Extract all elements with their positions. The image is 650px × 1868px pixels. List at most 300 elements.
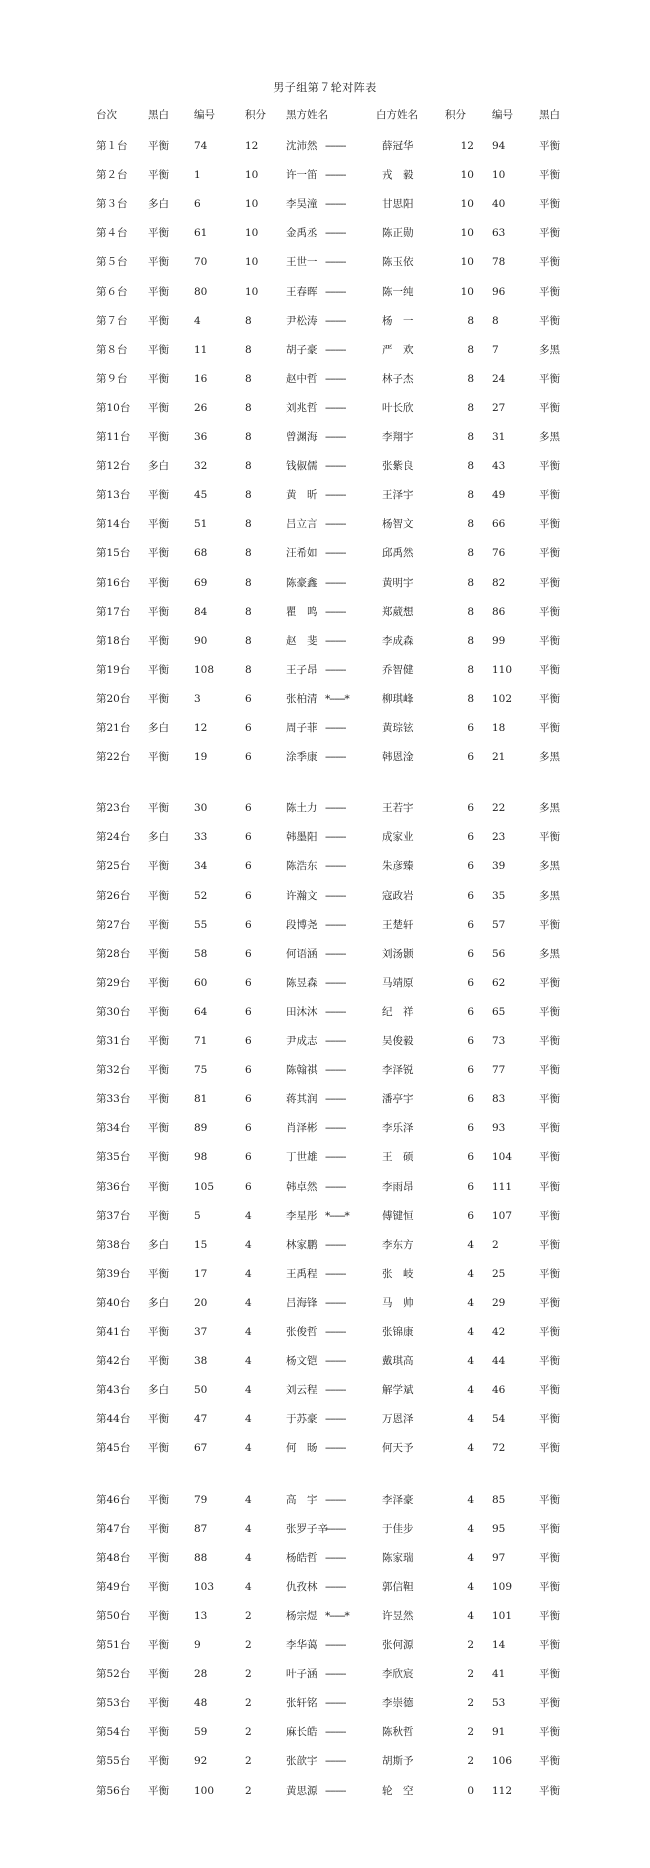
black-score: 6 — [245, 860, 252, 872]
black-score: 10 — [245, 227, 259, 239]
white-id: 42 — [492, 1326, 506, 1338]
black-balance: 平衡 — [148, 919, 169, 931]
black-score: 4 — [245, 1210, 252, 1222]
black-balance: 平衡 — [148, 431, 169, 443]
black-name: 张罗子辛 — [286, 1523, 328, 1535]
white-balance: 平衡 — [539, 1442, 560, 1454]
pairing-separator: -------- — [325, 315, 346, 327]
white-balance: 平衡 — [539, 1210, 560, 1222]
white-id: 66 — [492, 518, 506, 530]
black-id: 71 — [194, 1035, 208, 1047]
black-id: 4 — [194, 315, 201, 327]
pairing-separator: -------- — [325, 1668, 346, 1680]
black-balance: 多白 — [148, 1384, 169, 1396]
table-number: 第16台 — [96, 577, 131, 589]
table-number: 第10台 — [96, 402, 131, 414]
white-balance: 多黑 — [539, 344, 560, 356]
table-number: 第42台 — [96, 1355, 131, 1367]
black-balance: 平衡 — [148, 1442, 169, 1454]
header-white-id: 编号 — [492, 109, 513, 121]
black-id: 79 — [194, 1494, 208, 1506]
pairing-separator: *------* — [325, 693, 349, 705]
black-name: 涂季康 — [286, 751, 318, 763]
black-score: 8 — [245, 547, 252, 559]
table-number: 第53台 — [96, 1697, 131, 1709]
black-score: 2 — [245, 1610, 252, 1622]
white-name: 柳琪峰 — [382, 693, 414, 705]
white-balance: 平衡 — [539, 286, 560, 298]
black-balance: 平衡 — [148, 1755, 169, 1767]
white-score: 6 — [467, 860, 474, 872]
black-balance: 平衡 — [148, 286, 169, 298]
white-balance: 平衡 — [539, 1326, 560, 1338]
pairing-separator: -------- — [325, 1552, 346, 1564]
white-balance: 平衡 — [539, 489, 560, 501]
table-number: 第８台 — [96, 344, 128, 356]
pairing-separator: -------- — [325, 751, 346, 763]
table-number: 第51台 — [96, 1639, 131, 1651]
table-row — [0, 1551, 650, 1565]
white-score: 6 — [467, 1181, 474, 1193]
white-id: 82 — [492, 577, 506, 589]
white-id: 41 — [492, 1668, 506, 1680]
white-name: 李泽豪 — [382, 1494, 414, 1506]
black-id: 87 — [194, 1523, 208, 1535]
white-score: 12 — [460, 140, 474, 152]
white-name: 李东方 — [382, 1239, 414, 1251]
pairing-separator: -------- — [325, 1413, 346, 1425]
black-balance: 平衡 — [148, 256, 169, 268]
white-id: 97 — [492, 1552, 506, 1564]
table-number: 第49台 — [96, 1581, 131, 1593]
white-balance: 平衡 — [539, 1122, 560, 1134]
black-name: 王春晖 — [286, 286, 318, 298]
pairing-separator: -------- — [325, 489, 346, 501]
white-id: 95 — [492, 1523, 506, 1535]
black-score: 8 — [245, 635, 252, 647]
white-id: 40 — [492, 198, 506, 210]
black-score: 6 — [245, 1064, 252, 1076]
white-balance: 平衡 — [539, 1494, 560, 1506]
pairing-separator: -------- — [325, 198, 346, 210]
black-id: 68 — [194, 547, 208, 559]
table-number: 第14台 — [96, 518, 131, 530]
white-id: 31 — [492, 431, 506, 443]
pairing-separator: -------- — [325, 1297, 346, 1309]
black-name: 韩墨阳 — [286, 831, 318, 843]
white-name: 傅键恒 — [382, 1210, 414, 1222]
white-name: 刘汤颢 — [382, 948, 414, 960]
black-id: 58 — [194, 948, 208, 960]
white-score: 6 — [467, 948, 474, 960]
table-number: 第５台 — [96, 256, 128, 268]
black-id: 33 — [194, 831, 208, 843]
white-name: 韩恩淦 — [382, 751, 414, 763]
header-color-balance: 黑白 — [148, 109, 169, 121]
black-balance: 平衡 — [148, 1494, 169, 1506]
black-balance: 平衡 — [148, 948, 169, 960]
table-row — [0, 1754, 650, 1768]
black-balance: 平衡 — [148, 1355, 169, 1367]
white-name: 潘亭宇 — [382, 1093, 414, 1105]
black-score: 8 — [245, 460, 252, 472]
black-balance: 平衡 — [148, 1697, 169, 1709]
black-name: 陈翰祺 — [286, 1064, 318, 1076]
white-id: 73 — [492, 1035, 506, 1047]
black-score: 2 — [245, 1785, 252, 1797]
pairing-separator: -------- — [325, 1785, 346, 1797]
white-score: 4 — [467, 1442, 474, 1454]
white-id: 54 — [492, 1413, 506, 1425]
black-id: 15 — [194, 1239, 208, 1251]
white-score: 8 — [467, 693, 474, 705]
pairing-separator: -------- — [325, 1006, 346, 1018]
black-name: 王子昂 — [286, 664, 318, 676]
black-name: 吕海锋 — [286, 1297, 318, 1309]
table-number: 第48台 — [96, 1552, 131, 1564]
black-balance: 平衡 — [148, 1610, 169, 1622]
black-id: 51 — [194, 518, 208, 530]
black-balance: 多白 — [148, 1297, 169, 1309]
black-name: 叶子涵 — [286, 1668, 318, 1680]
white-score: 8 — [467, 344, 474, 356]
white-balance: 平衡 — [539, 1726, 560, 1738]
black-id: 19 — [194, 751, 208, 763]
black-id: 55 — [194, 919, 208, 931]
table-row — [0, 889, 650, 903]
black-name: 陈昱森 — [286, 977, 318, 989]
black-score: 8 — [245, 373, 252, 385]
black-id: 30 — [194, 802, 208, 814]
white-balance: 平衡 — [539, 140, 560, 152]
white-score: 4 — [467, 1523, 474, 1535]
pairing-separator: -------- — [325, 518, 346, 530]
black-balance: 平衡 — [148, 802, 169, 814]
black-id: 28 — [194, 1668, 208, 1680]
black-id: 48 — [194, 1697, 208, 1709]
black-score: 6 — [245, 722, 252, 734]
table-row — [0, 1638, 650, 1652]
white-name: 李翔宇 — [382, 431, 414, 443]
header-black-id: 编号 — [194, 109, 215, 121]
table-row — [0, 1034, 650, 1048]
white-id: 43 — [492, 460, 506, 472]
black-id: 34 — [194, 860, 208, 872]
black-score: 2 — [245, 1697, 252, 1709]
white-balance: 平衡 — [539, 1239, 560, 1251]
table-row — [0, 692, 650, 706]
white-score: 6 — [467, 831, 474, 843]
table-number: 第34台 — [96, 1122, 131, 1134]
white-balance: 平衡 — [539, 169, 560, 181]
white-score: 10 — [460, 227, 474, 239]
white-name: 胡斯予 — [382, 1755, 414, 1767]
black-id: 26 — [194, 402, 208, 414]
black-id: 70 — [194, 256, 208, 268]
black-id: 90 — [194, 635, 208, 647]
white-balance: 平衡 — [539, 1151, 560, 1163]
black-name: 陈土力 — [286, 802, 318, 814]
black-id: 50 — [194, 1384, 208, 1396]
header-table-number: 台次 — [96, 109, 117, 121]
table-row — [0, 1725, 650, 1739]
table-row — [0, 1063, 650, 1077]
white-id: 85 — [492, 1494, 506, 1506]
white-name: 叶长欣 — [382, 402, 414, 414]
white-name: 于佳步 — [382, 1523, 414, 1535]
black-score: 8 — [245, 431, 252, 443]
black-score: 2 — [245, 1755, 252, 1767]
white-id: 14 — [492, 1639, 506, 1651]
table-number: 第47台 — [96, 1523, 131, 1535]
black-id: 67 — [194, 1442, 208, 1454]
white-name: 王泽宇 — [382, 489, 414, 501]
pairing-separator: -------- — [325, 286, 346, 298]
white-balance: 平衡 — [539, 1523, 560, 1535]
pairing-separator: -------- — [325, 1523, 346, 1535]
black-balance: 平衡 — [148, 315, 169, 327]
white-score: 4 — [467, 1297, 474, 1309]
table-row — [0, 430, 650, 444]
black-balance: 平衡 — [148, 1523, 169, 1535]
black-id: 92 — [194, 1755, 208, 1767]
white-id: 94 — [492, 140, 506, 152]
black-score: 8 — [245, 518, 252, 530]
black-balance: 平衡 — [148, 1581, 169, 1593]
page-title: 男子组第７轮对阵表 — [273, 81, 377, 94]
white-score: 6 — [467, 802, 474, 814]
white-balance: 平衡 — [539, 1668, 560, 1680]
white-balance: 多黑 — [539, 860, 560, 872]
white-name: 甘思阳 — [382, 198, 414, 210]
black-name: 沈沛然 — [286, 140, 318, 152]
pairing-separator: -------- — [325, 831, 346, 843]
black-id: 98 — [194, 1151, 208, 1163]
table-row — [0, 1383, 650, 1397]
white-name: 李乐泽 — [382, 1122, 414, 1134]
pairing-separator: -------- — [325, 948, 346, 960]
black-balance: 平衡 — [148, 664, 169, 676]
black-id: 61 — [194, 227, 208, 239]
black-id: 3 — [194, 693, 201, 705]
white-name: 李成森 — [382, 635, 414, 647]
table-row — [0, 1441, 650, 1455]
table-number: 第７台 — [96, 315, 128, 327]
white-balance: 平衡 — [539, 1035, 560, 1047]
black-id: 16 — [194, 373, 208, 385]
white-name: 万恩泽 — [382, 1413, 414, 1425]
black-name: 麻长皓 — [286, 1726, 318, 1738]
pairing-separator: -------- — [325, 1093, 346, 1105]
white-name: 王 硕 — [382, 1151, 414, 1163]
table-row — [0, 976, 650, 990]
table-number: 第20台 — [96, 693, 131, 705]
table-row — [0, 605, 650, 619]
black-balance: 平衡 — [148, 1552, 169, 1564]
table-number: 第19台 — [96, 664, 131, 676]
black-balance: 平衡 — [148, 547, 169, 559]
white-balance: 平衡 — [539, 547, 560, 559]
black-name: 仇孜林 — [286, 1581, 318, 1593]
black-balance: 多白 — [148, 460, 169, 472]
white-id: 2 — [492, 1239, 499, 1251]
table-row — [0, 1609, 650, 1623]
table-number: 第１台 — [96, 140, 128, 152]
black-id: 32 — [194, 460, 208, 472]
white-name: 许昱然 — [382, 1610, 414, 1622]
black-name: 赵中哲 — [286, 373, 318, 385]
header-white-name: 白方姓名 — [376, 109, 418, 121]
white-balance: 平衡 — [539, 635, 560, 647]
black-score: 4 — [245, 1239, 252, 1251]
white-balance: 平衡 — [539, 1355, 560, 1367]
black-score: 4 — [245, 1355, 252, 1367]
table-number: 第45台 — [96, 1442, 131, 1454]
table-row — [0, 918, 650, 932]
black-id: 84 — [194, 606, 208, 618]
black-balance: 平衡 — [148, 1122, 169, 1134]
black-id: 9 — [194, 1639, 201, 1651]
white-score: 8 — [467, 547, 474, 559]
black-score: 4 — [245, 1413, 252, 1425]
white-id: 107 — [492, 1210, 513, 1222]
pairing-separator: -------- — [325, 1064, 346, 1076]
black-id: 13 — [194, 1610, 208, 1622]
black-name: 韩卓然 — [286, 1181, 318, 1193]
white-name: 王若宇 — [382, 802, 414, 814]
table-number: 第13台 — [96, 489, 131, 501]
pairing-separator: -------- — [325, 344, 346, 356]
table-row — [0, 801, 650, 815]
pairing-separator: -------- — [325, 635, 346, 647]
pairing-separator: -------- — [325, 1755, 346, 1767]
black-score: 6 — [245, 1122, 252, 1134]
white-score: 6 — [467, 919, 474, 931]
white-id: 102 — [492, 693, 513, 705]
pairing-separator: -------- — [325, 1581, 346, 1593]
black-id: 38 — [194, 1355, 208, 1367]
table-row — [0, 1005, 650, 1019]
white-balance: 平衡 — [539, 1610, 560, 1622]
pairing-separator: -------- — [325, 169, 346, 181]
white-score: 6 — [467, 1035, 474, 1047]
black-balance: 平衡 — [148, 140, 169, 152]
table-row — [0, 168, 650, 182]
black-balance: 平衡 — [148, 977, 169, 989]
white-id: 29 — [492, 1297, 506, 1309]
table-row — [0, 546, 650, 560]
table-number: 第15台 — [96, 547, 131, 559]
black-balance: 平衡 — [148, 1326, 169, 1338]
white-id: 110 — [492, 664, 513, 676]
black-score: 4 — [245, 1297, 252, 1309]
table-row — [0, 721, 650, 735]
white-name: 戴琪高 — [382, 1355, 414, 1367]
white-score: 8 — [467, 431, 474, 443]
black-score: 2 — [245, 1668, 252, 1680]
black-id: 37 — [194, 1326, 208, 1338]
pairing-separator: -------- — [325, 577, 346, 589]
white-balance: 平衡 — [539, 1064, 560, 1076]
pairing-separator: -------- — [325, 402, 346, 414]
white-balance: 平衡 — [539, 577, 560, 589]
white-score: 4 — [467, 1355, 474, 1367]
black-balance: 平衡 — [148, 1210, 169, 1222]
white-id: 35 — [492, 890, 506, 902]
white-balance: 平衡 — [539, 256, 560, 268]
white-name: 李崇德 — [382, 1697, 414, 1709]
pairing-separator: -------- — [325, 722, 346, 734]
black-score: 12 — [245, 140, 259, 152]
white-score: 2 — [467, 1639, 474, 1651]
white-id: 109 — [492, 1581, 513, 1593]
table-row — [0, 1180, 650, 1194]
white-id: 111 — [492, 1181, 513, 1193]
white-id: 7 — [492, 344, 499, 356]
black-name: 吕立言 — [286, 518, 318, 530]
black-id: 1 — [194, 169, 201, 181]
table-number: 第37台 — [96, 1210, 131, 1222]
black-balance: 平衡 — [148, 373, 169, 385]
white-balance: 平衡 — [539, 198, 560, 210]
black-score: 8 — [245, 606, 252, 618]
white-score: 8 — [467, 635, 474, 647]
white-balance: 平衡 — [539, 373, 560, 385]
black-name: 王世一 — [286, 256, 318, 268]
black-name: 刘兆哲 — [286, 402, 318, 414]
black-name: 胡子豪 — [286, 344, 318, 356]
white-id: 78 — [492, 256, 506, 268]
black-score: 4 — [245, 1581, 252, 1593]
white-id: 96 — [492, 286, 506, 298]
header-black-score: 积分 — [245, 109, 266, 121]
pairing-separator: -------- — [325, 1326, 346, 1338]
black-score: 4 — [245, 1442, 252, 1454]
white-name: 黄明宇 — [382, 577, 414, 589]
black-name: 张轩铭 — [286, 1697, 318, 1709]
table-number: 第33台 — [96, 1093, 131, 1105]
black-id: 69 — [194, 577, 208, 589]
black-balance: 平衡 — [148, 1151, 169, 1163]
pairing-separator: -------- — [325, 373, 346, 385]
white-name: 朱彦臻 — [382, 860, 414, 872]
black-id: 17 — [194, 1268, 208, 1280]
table-row — [0, 139, 650, 153]
table-number: 第28台 — [96, 948, 131, 960]
white-balance: 平衡 — [539, 1785, 560, 1797]
white-name: 吴俊毅 — [382, 1035, 414, 1047]
black-balance: 平衡 — [148, 1035, 169, 1047]
black-score: 6 — [245, 1181, 252, 1193]
table-number: 第39台 — [96, 1268, 131, 1280]
black-name: 张俊哲 — [286, 1326, 318, 1338]
black-score: 4 — [245, 1268, 252, 1280]
table-row — [0, 1354, 650, 1368]
table-row — [0, 314, 650, 328]
white-name: 郑葳想 — [382, 606, 414, 618]
white-id: 77 — [492, 1064, 506, 1076]
pairing-separator: -------- — [325, 919, 346, 931]
table-number: 第９台 — [96, 373, 128, 385]
black-name: 陈浩东 — [286, 860, 318, 872]
black-balance: 平衡 — [148, 606, 169, 618]
table-number: 第27台 — [96, 919, 131, 931]
table-row — [0, 197, 650, 211]
white-name: 乔智健 — [382, 664, 414, 676]
white-balance: 平衡 — [539, 518, 560, 530]
white-id: 25 — [492, 1268, 506, 1280]
black-balance: 平衡 — [148, 1726, 169, 1738]
